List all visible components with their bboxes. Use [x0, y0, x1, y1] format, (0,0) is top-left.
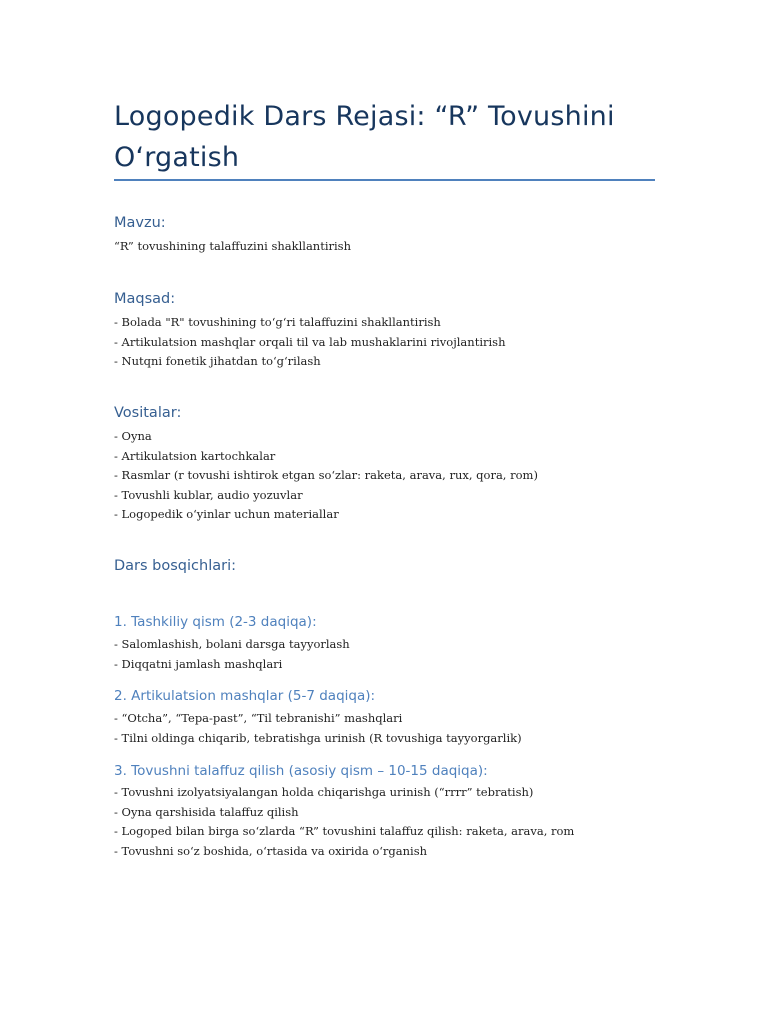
vositalar-line: - Tovushli kublar, audio yozuvlar	[114, 487, 303, 502]
section-heading-mavzu: Mavzu:	[114, 215, 166, 231]
mavzu-line: “R” tovushining talaffuzini shakllantirish	[114, 239, 351, 253]
vositalar-line: - Logopedik o‘yinlar uchun materiallar	[114, 507, 339, 521]
stage3-lines	[114, 783, 574, 861]
section-heading-maqsad: Maqsad:	[114, 291, 176, 307]
stage3-line: - Logoped bilan birga so‘zlarda “R” tovushini talaffuz qilish: raketa, arava, rom	[114, 824, 575, 838]
maqsad-line: - Bolada "R" tovushining to‘g‘ri talaffuzini shakllantirish	[114, 315, 441, 329]
stage2-line: - “Otcha”, “Tepa-past”, “Til tebranishi” mashqlari	[114, 711, 403, 725]
vositalar-lines	[114, 427, 538, 525]
stage-heading-1: 1. Tashkiliy qism (2-3 daqiqa):	[114, 614, 317, 630]
section-heading-dars-bosqichlari: Dars bosqichlari:	[114, 558, 236, 574]
maqsad-line: - Nutqni fonetik jihatdan to‘g‘rilash	[114, 354, 321, 368]
mavzu-lines	[114, 237, 351, 257]
vositalar-line: - Oyna	[114, 429, 152, 443]
title-underline-rule	[114, 179, 655, 181]
stage1-line: - Diqqatni jamlash mashqlari	[114, 656, 283, 671]
stage2-line: - Tilni oldinga chiqarib, tebratishga urinish (R tovushiga tayyorgarlik)	[114, 730, 522, 745]
stage-heading-3: 3. Tovushni talaffuz qilish (asosiy qism – 10-15 daqiqa):	[114, 763, 488, 779]
stage-heading-2: 2. Artikulatsion mashqlar (5-7 daqiqa):	[114, 688, 376, 704]
stage3-line: - Tovushni izolyatsiyalangan holda chiqarishga urinish (“rrrr” tebratish)	[114, 785, 534, 799]
section-heading-vositalar: Vositalar:	[114, 405, 182, 421]
stage1-line: - Salomlashish, bolani darsga tayyorlash	[114, 637, 350, 651]
maqsad-lines	[114, 313, 505, 372]
vositalar-line: - Artikulatsion kartochkalar	[114, 448, 276, 463]
stage1-lines	[114, 635, 350, 674]
vositalar-line: - Rasmlar (r tovushi ishtirok etgan so‘zlar: raketa, arava, rux, qora, rom)	[114, 468, 538, 482]
maqsad-line: - Artikulatsion mashqlar orqali til va lab mushaklarini rivojlantirish	[114, 334, 506, 349]
stage3-line: - Oyna qarshisida talaffuz qilish	[114, 804, 299, 819]
document-title: Logopedik Dars Rejasi: “R” Tovushini O‘rgatish	[114, 101, 615, 173]
stage2-lines	[114, 709, 522, 748]
stage3-line: - Tovushni so‘z boshida, o‘rtasida va oxirida o‘rganish	[114, 843, 428, 858]
